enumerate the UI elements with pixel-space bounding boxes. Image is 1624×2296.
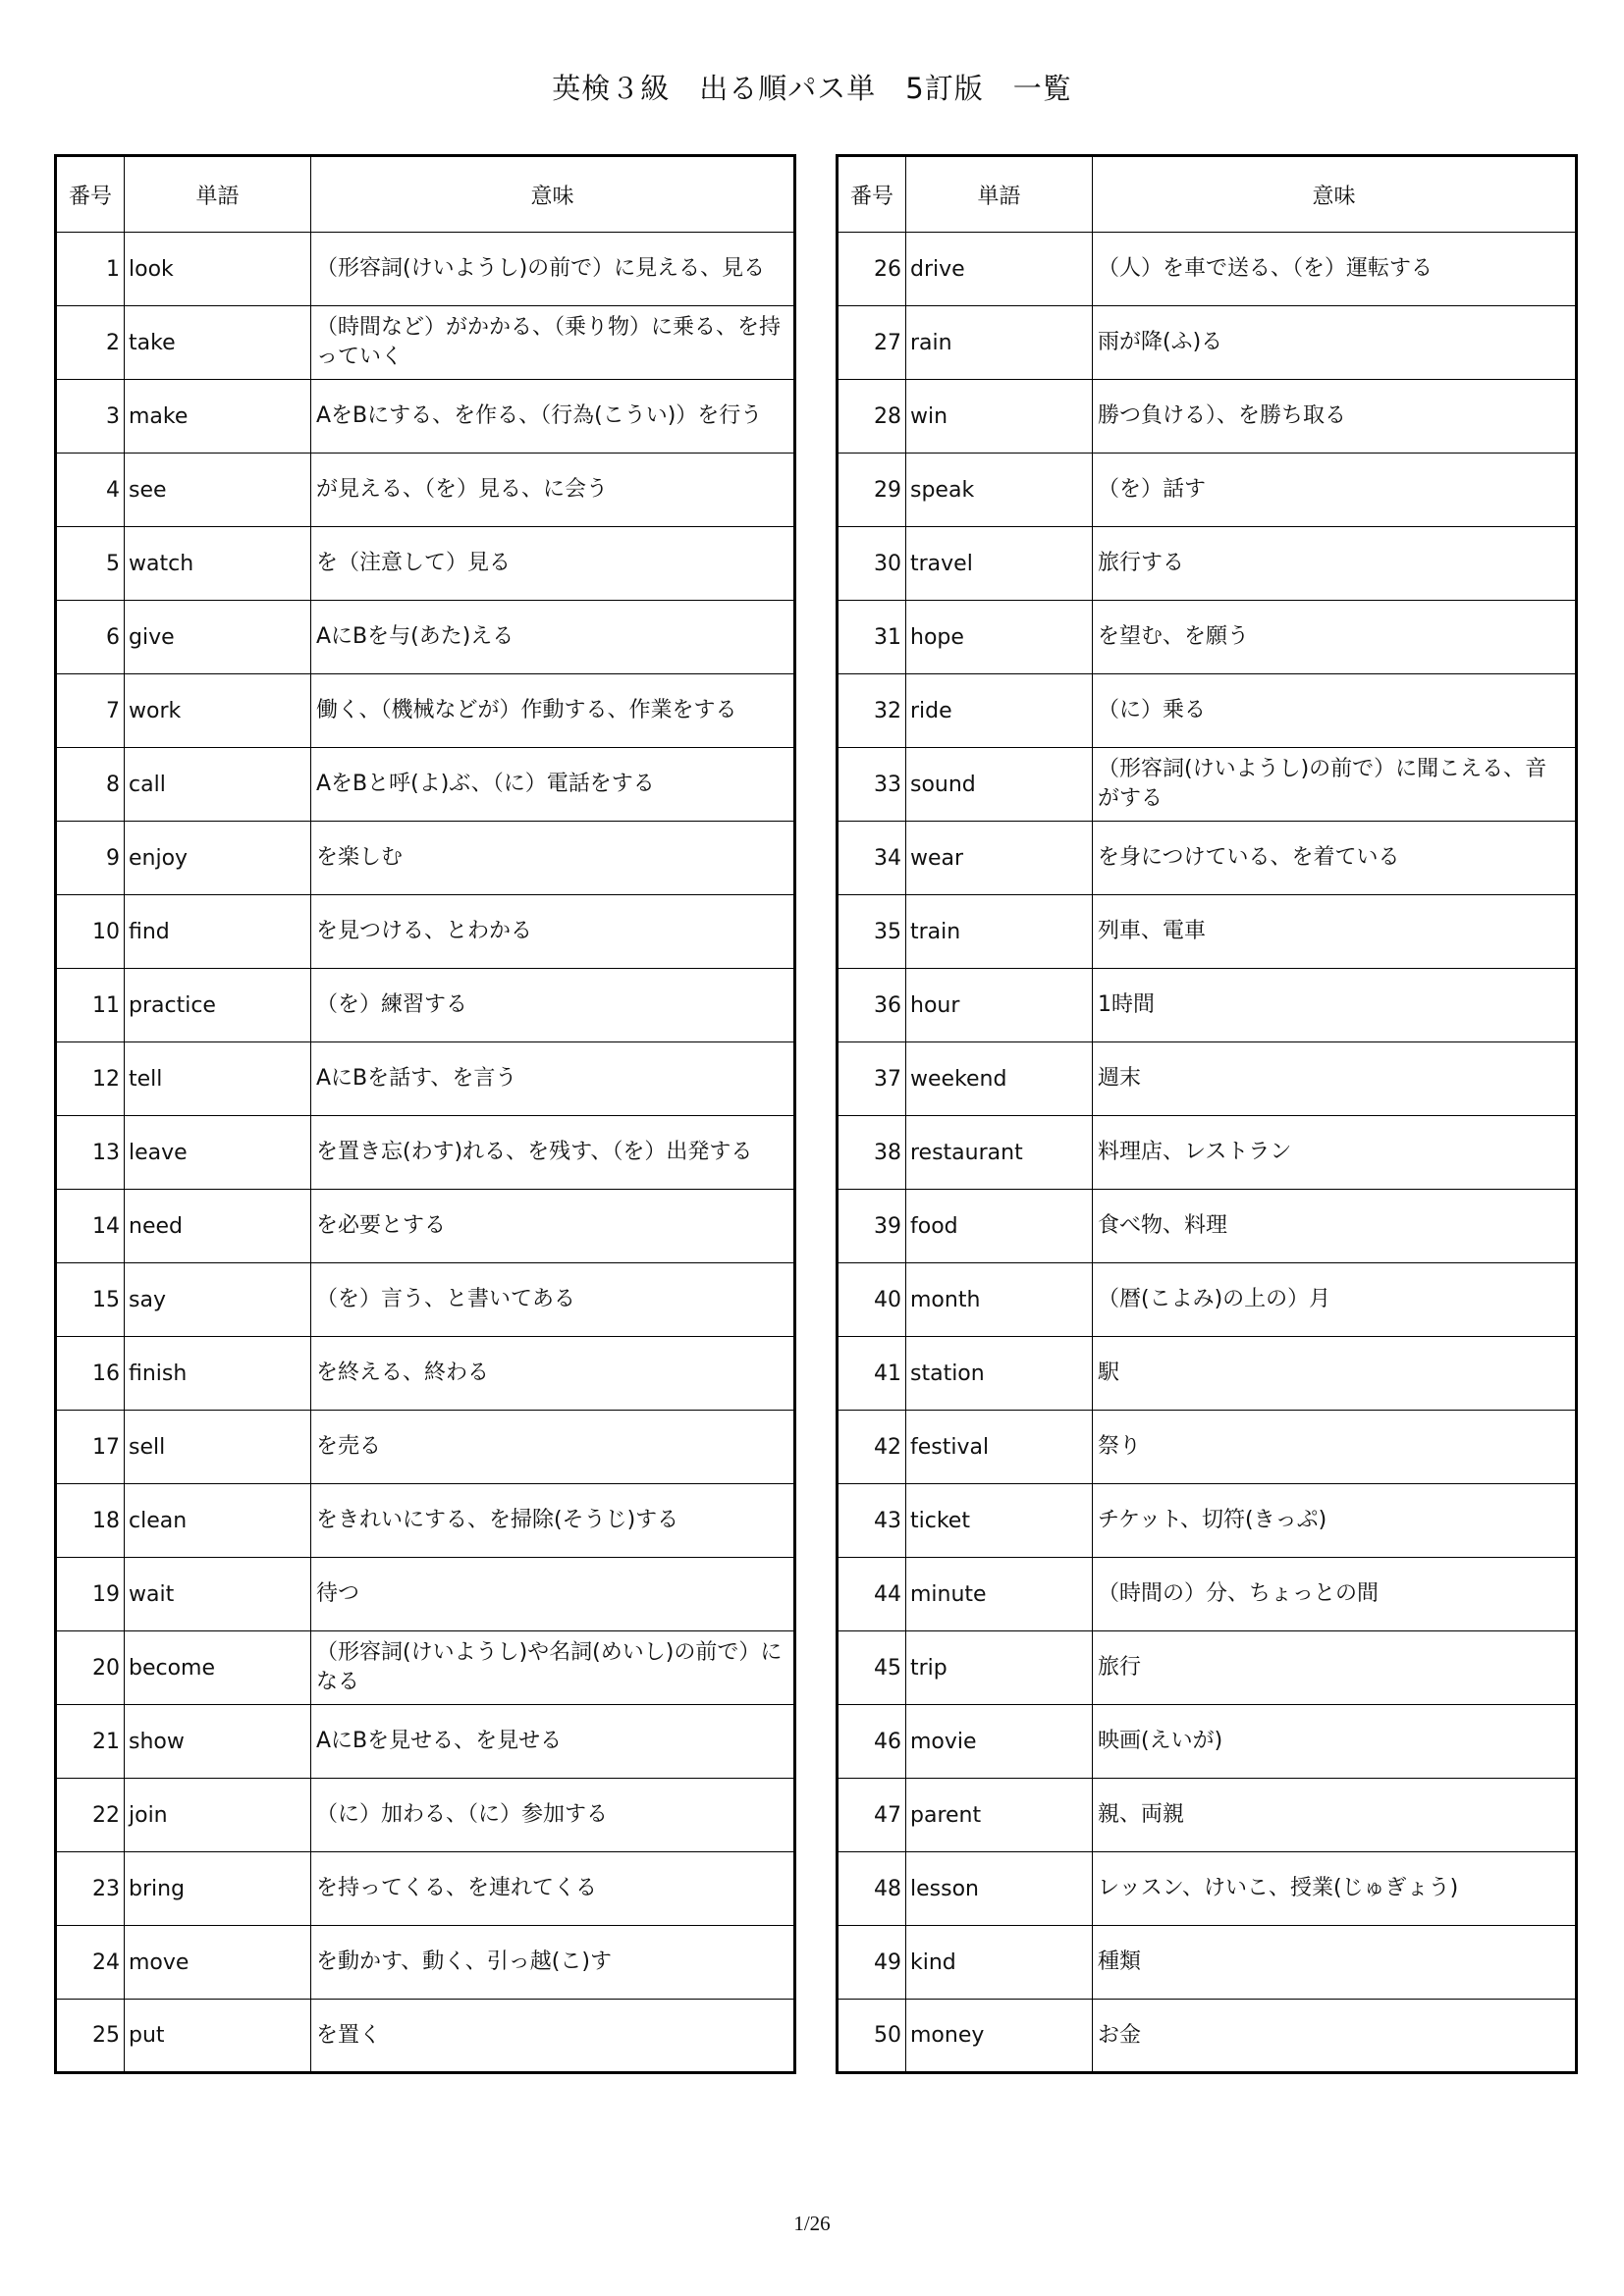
table-row: [838, 1263, 1577, 1337]
entry-word: find: [125, 895, 311, 969]
entry-number: 34: [838, 822, 906, 895]
entry-meaning: AにBを見せる、を見せる: [311, 1705, 795, 1779]
entry-word: take: [125, 306, 311, 380]
entry-number: 48: [838, 1852, 906, 1926]
entry-number: 50: [838, 2000, 906, 2073]
entry-word: speak: [906, 454, 1093, 527]
table-row: [56, 674, 795, 748]
entry-meaning: （時間など）がかかる、（乗り物）に乗る、を持っていく: [311, 306, 795, 380]
entry-meaning: （暦(こよみ)の上の）月: [1093, 1263, 1577, 1337]
header-number: 番号: [56, 156, 125, 233]
entry-word: give: [125, 601, 311, 674]
entry-word: sell: [125, 1411, 311, 1484]
table-row: [56, 1926, 795, 2000]
entry-number: 24: [56, 1926, 125, 2000]
entry-number: 44: [838, 1558, 906, 1631]
entry-word: hope: [906, 601, 1093, 674]
entry-meaning: AをBと呼(よ)ぶ、（に）電話をする: [311, 748, 795, 822]
entry-meaning: レッスン、けいこ、授業(じゅぎょう): [1093, 1852, 1577, 1926]
entry-number: 15: [56, 1263, 125, 1337]
entry-meaning: 働く、（機械などが）作動する、作業をする: [311, 674, 795, 748]
header-word: 単語: [125, 156, 311, 233]
entry-meaning: （人）を車で送る、（を）運転する: [1093, 233, 1577, 306]
entry-number: 19: [56, 1558, 125, 1631]
entry-word: show: [125, 1705, 311, 1779]
table-row: [56, 380, 795, 454]
entry-meaning: 祭り: [1093, 1411, 1577, 1484]
entry-number: 5: [56, 527, 125, 601]
entry-word: watch: [125, 527, 311, 601]
entry-meaning: 食べ物、料理: [1093, 1190, 1577, 1263]
table-row: [838, 1779, 1577, 1852]
entry-number: 6: [56, 601, 125, 674]
entry-number: 28: [838, 380, 906, 454]
table-row: [56, 601, 795, 674]
entry-number: 42: [838, 1411, 906, 1484]
table-row: [56, 1190, 795, 1263]
entry-word: clean: [125, 1484, 311, 1558]
table-row: [838, 1116, 1577, 1190]
entry-meaning: を見つける、とわかる: [311, 895, 795, 969]
table-row: [56, 306, 795, 380]
header-number: 番号: [838, 156, 906, 233]
entry-meaning: 1時間: [1093, 969, 1577, 1042]
table-row: [56, 1116, 795, 1190]
entry-meaning: を動かす、動く、引っ越(こ)す: [311, 1926, 795, 2000]
entry-meaning: 週末: [1093, 1042, 1577, 1116]
entry-word: enjoy: [125, 822, 311, 895]
table-row: [838, 674, 1577, 748]
entry-meaning: 映画(えいが): [1093, 1705, 1577, 1779]
entry-number: 10: [56, 895, 125, 969]
entry-meaning: （形容詞(けいようし)の前で）に見える、見る: [311, 233, 795, 306]
entry-number: 32: [838, 674, 906, 748]
entry-meaning: を楽しむ: [311, 822, 795, 895]
entry-word: kind: [906, 1926, 1093, 2000]
entry-word: wait: [125, 1558, 311, 1631]
entry-number: 38: [838, 1116, 906, 1190]
entry-word: bring: [125, 1852, 311, 1926]
entry-number: 11: [56, 969, 125, 1042]
entry-word: look: [125, 233, 311, 306]
entry-number: 40: [838, 1263, 906, 1337]
table-row: [838, 1411, 1577, 1484]
entry-number: 9: [56, 822, 125, 895]
entry-meaning: 親、両親: [1093, 1779, 1577, 1852]
table-row: [838, 895, 1577, 969]
entry-word: weekend: [906, 1042, 1093, 1116]
table-row: [56, 1337, 795, 1411]
entry-meaning: 旅行する: [1093, 527, 1577, 601]
entry-meaning: を必要とする: [311, 1190, 795, 1263]
entry-number: 31: [838, 601, 906, 674]
entry-number: 22: [56, 1779, 125, 1852]
entry-meaning: AにBを与(あた)える: [311, 601, 795, 674]
table-row: [838, 1337, 1577, 1411]
entry-word: say: [125, 1263, 311, 1337]
table-row: [56, 1042, 795, 1116]
entry-word: move: [125, 1926, 311, 2000]
entry-meaning: 雨が降(ふ)る: [1093, 306, 1577, 380]
table-row: [838, 601, 1577, 674]
entry-number: 8: [56, 748, 125, 822]
entry-meaning: （形容詞(けいようし)や名詞(めいし)の前で）になる: [311, 1631, 795, 1705]
entry-number: 45: [838, 1631, 906, 1705]
entry-meaning: チケット、切符(きっぷ): [1093, 1484, 1577, 1558]
entry-word: leave: [125, 1116, 311, 1190]
entry-number: 30: [838, 527, 906, 601]
page-title: 英検３級 出る順パス単 5訂版 一覧: [552, 72, 1072, 105]
entry-meaning: を売る: [311, 1411, 795, 1484]
entry-number: 43: [838, 1484, 906, 1558]
table-row: [56, 1705, 795, 1779]
entry-meaning: を望む、を願う: [1093, 601, 1577, 674]
entry-word: wear: [906, 822, 1093, 895]
entry-number: 13: [56, 1116, 125, 1190]
entry-word: lesson: [906, 1852, 1093, 1926]
entry-word: put: [125, 2000, 311, 2073]
entry-word: station: [906, 1337, 1093, 1411]
entry-meaning: を持ってくる、を連れてくる: [311, 1852, 795, 1926]
table-row: [838, 1558, 1577, 1631]
entry-meaning: （を）話す: [1093, 454, 1577, 527]
entry-number: 14: [56, 1190, 125, 1263]
vocab-table-left: [54, 154, 796, 2074]
table-row: [838, 1631, 1577, 1705]
entry-meaning: （形容詞(けいようし)の前で）に聞こえる、音がする: [1093, 748, 1577, 822]
entry-number: 47: [838, 1779, 906, 1852]
entry-number: 7: [56, 674, 125, 748]
entry-word: work: [125, 674, 311, 748]
entry-word: practice: [125, 969, 311, 1042]
entry-number: 35: [838, 895, 906, 969]
entry-meaning: 料理店、レストラン: [1093, 1116, 1577, 1190]
entry-number: 25: [56, 2000, 125, 2073]
entry-word: ticket: [906, 1484, 1093, 1558]
table-header-row: [56, 156, 795, 233]
table-row: [838, 1705, 1577, 1779]
entry-meaning: をきれいにする、を掃除(そうじ)する: [311, 1484, 795, 1558]
entry-word: parent: [906, 1779, 1093, 1852]
entry-word: see: [125, 454, 311, 527]
table-row: [56, 1411, 795, 1484]
entry-word: month: [906, 1263, 1093, 1337]
table-row: [838, 1926, 1577, 2000]
entry-number: 23: [56, 1852, 125, 1926]
entry-word: drive: [906, 233, 1093, 306]
table-row: [56, 1484, 795, 1558]
table-header-row: [838, 156, 1577, 233]
table-row: [838, 380, 1577, 454]
entry-word: rain: [906, 306, 1093, 380]
entry-word: money: [906, 2000, 1093, 2073]
table-row: [56, 748, 795, 822]
entry-meaning: AにBを話す、を言う: [311, 1042, 795, 1116]
entry-meaning: を置く: [311, 2000, 795, 2073]
entry-word: sound: [906, 748, 1093, 822]
entry-number: 29: [838, 454, 906, 527]
vocab-table-left-body: [56, 233, 795, 2073]
entry-word: minute: [906, 1558, 1093, 1631]
entry-number: 4: [56, 454, 125, 527]
entry-word: need: [125, 1190, 311, 1263]
entry-meaning: 待つ: [311, 1558, 795, 1631]
entry-word: make: [125, 380, 311, 454]
entry-number: 37: [838, 1042, 906, 1116]
entry-number: 20: [56, 1631, 125, 1705]
entry-number: 21: [56, 1705, 125, 1779]
entry-number: 3: [56, 380, 125, 454]
entry-meaning: 列車、電車: [1093, 895, 1577, 969]
entry-word: become: [125, 1631, 311, 1705]
table-row: [56, 527, 795, 601]
entry-meaning: 旅行: [1093, 1631, 1577, 1705]
entry-number: 1: [56, 233, 125, 306]
vocab-table-right: [836, 154, 1578, 2074]
table-row: [838, 527, 1577, 601]
page-number: 1/26: [793, 2212, 831, 2235]
entry-meaning: を終える、終わる: [311, 1337, 795, 1411]
entry-meaning: 勝つ負ける）、を勝ち取る: [1093, 380, 1577, 454]
entry-word: ride: [906, 674, 1093, 748]
entry-number: 27: [838, 306, 906, 380]
table-row: [838, 233, 1577, 306]
table-row: [56, 895, 795, 969]
table-row: [838, 1042, 1577, 1116]
table-row: [838, 1852, 1577, 1926]
entry-number: 17: [56, 1411, 125, 1484]
entry-meaning: を身につけている、を着ている: [1093, 822, 1577, 895]
entry-meaning: （に）乗る: [1093, 674, 1577, 748]
table-row: [838, 2000, 1577, 2073]
table-row: [56, 969, 795, 1042]
table-row: [56, 1263, 795, 1337]
table-row: [838, 822, 1577, 895]
entry-number: 26: [838, 233, 906, 306]
entry-meaning: を置き忘(わす)れる、を残す、（を）出発する: [311, 1116, 795, 1190]
entry-word: food: [906, 1190, 1093, 1263]
entry-word: movie: [906, 1705, 1093, 1779]
table-row: [838, 1484, 1577, 1558]
entry-word: festival: [906, 1411, 1093, 1484]
entry-meaning: 駅: [1093, 1337, 1577, 1411]
table-row: [56, 1779, 795, 1852]
entry-word: restaurant: [906, 1116, 1093, 1190]
entry-word: tell: [125, 1042, 311, 1116]
table-row: [56, 454, 795, 527]
table-row: [838, 454, 1577, 527]
entry-word: trip: [906, 1631, 1093, 1705]
entry-meaning: を（注意して）見る: [311, 527, 795, 601]
table-row: [838, 969, 1577, 1042]
entry-meaning: （を）練習する: [311, 969, 795, 1042]
table-row: [56, 233, 795, 306]
entry-number: 39: [838, 1190, 906, 1263]
entry-word: call: [125, 748, 311, 822]
table-row: [56, 1852, 795, 1926]
entry-number: 33: [838, 748, 906, 822]
entry-number: 16: [56, 1337, 125, 1411]
entry-meaning: 種類: [1093, 1926, 1577, 2000]
entry-word: train: [906, 895, 1093, 969]
entry-meaning: お金: [1093, 2000, 1577, 2073]
entry-meaning: （を）言う、と書いてある: [311, 1263, 795, 1337]
entry-meaning: （に）加わる、（に）参加する: [311, 1779, 795, 1852]
entry-number: 36: [838, 969, 906, 1042]
table-row: [838, 1190, 1577, 1263]
entry-number: 46: [838, 1705, 906, 1779]
entry-meaning: が見える、（を）見る、に会う: [311, 454, 795, 527]
entry-meaning: （時間の）分、ちょっとの間: [1093, 1558, 1577, 1631]
table-row: [838, 306, 1577, 380]
table-row: [56, 2000, 795, 2073]
vocab-table-right-body: [838, 233, 1577, 2073]
header-meaning: 意味: [311, 156, 795, 233]
entry-word: win: [906, 380, 1093, 454]
table-row: [56, 1558, 795, 1631]
entry-number: 12: [56, 1042, 125, 1116]
table-row: [56, 822, 795, 895]
table-row: [838, 748, 1577, 822]
entry-meaning: AをBにする、を作る、（行為(こうい)）を行う: [311, 380, 795, 454]
header-word: 単語: [906, 156, 1093, 233]
header-meaning: 意味: [1093, 156, 1577, 233]
entry-word: hour: [906, 969, 1093, 1042]
entry-number: 41: [838, 1337, 906, 1411]
entry-number: 18: [56, 1484, 125, 1558]
table-row: [56, 1631, 795, 1705]
entry-number: 49: [838, 1926, 906, 2000]
entry-number: 2: [56, 306, 125, 380]
entry-word: travel: [906, 527, 1093, 601]
entry-word: finish: [125, 1337, 311, 1411]
entry-word: join: [125, 1779, 311, 1852]
